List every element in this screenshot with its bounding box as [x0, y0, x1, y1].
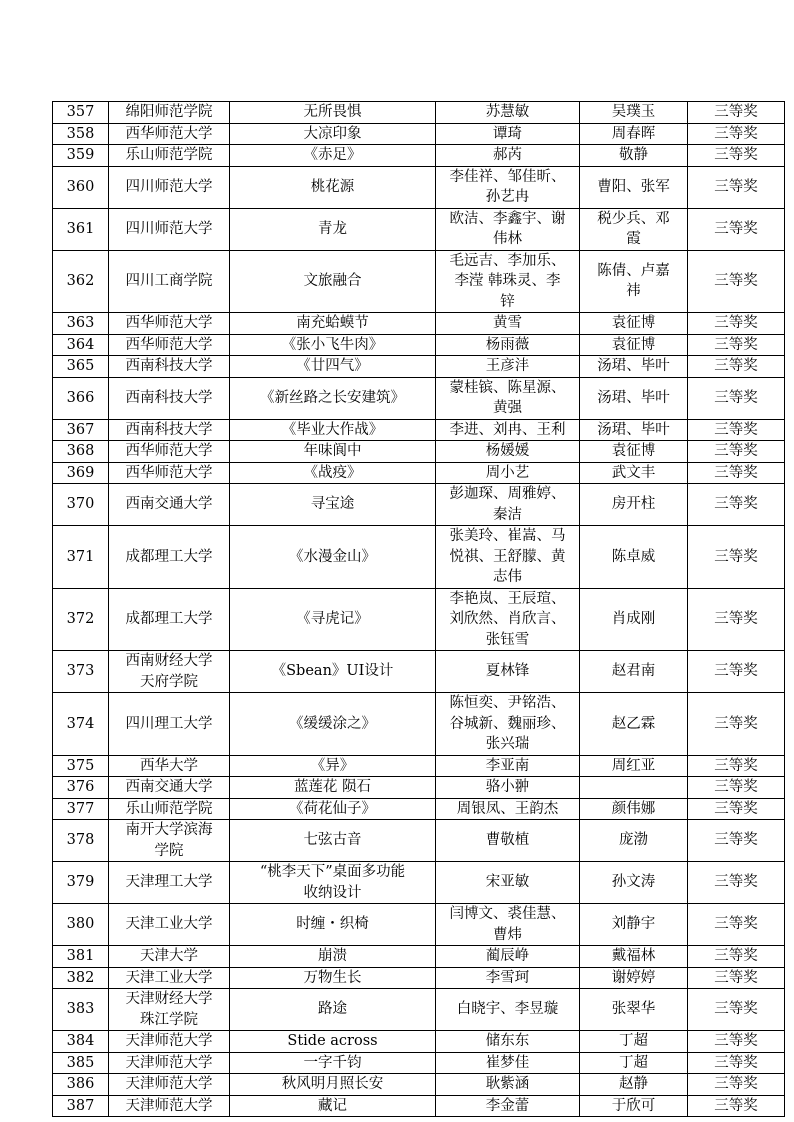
advisor-name: 赵乙霖 [580, 693, 688, 756]
award-level: 三等奖 [688, 862, 785, 904]
work-title: 大凉印象 [230, 123, 436, 145]
author-names: 谭琦 [436, 123, 580, 145]
advisor-name: 丁超 [580, 1031, 688, 1053]
school-name: 四川理工大学 [109, 693, 230, 756]
advisor-name: 房开柱 [580, 484, 688, 526]
work-title: 《缓缓涂之》 [230, 693, 436, 756]
author-names: 李艳岚、王辰瑄、 刘欣然、肖欣言、 张钰雪 [436, 588, 580, 651]
school-name: 南开大学滨海 学院 [109, 820, 230, 862]
school-name: 西华师范大学 [109, 334, 230, 356]
work-title: 《赤足》 [230, 145, 436, 167]
work-title: 《荷花仙子》 [230, 798, 436, 820]
award-level: 三等奖 [688, 419, 785, 441]
advisor-name: 武文丰 [580, 462, 688, 484]
advisor-name: 周春晖 [580, 123, 688, 145]
table-row [53, 145, 785, 167]
advisor-name: 颜伟娜 [580, 798, 688, 820]
school-name: 西南科技大学 [109, 356, 230, 378]
author-names: 黄雪 [436, 313, 580, 335]
work-title: 《新丝路之长安建筑》 [230, 377, 436, 419]
school-name: 西南科技大学 [109, 419, 230, 441]
advisor-name [580, 777, 688, 799]
table-row [53, 356, 785, 378]
author-names: 夏林锋 [436, 651, 580, 693]
table-row [53, 989, 785, 1031]
advisor-name: 陈卓威 [580, 526, 688, 589]
advisor-name: 赵静 [580, 1074, 688, 1096]
award-level: 三等奖 [688, 820, 785, 862]
row-number: 380 [53, 904, 109, 946]
award-level: 三等奖 [688, 102, 785, 124]
table-row [53, 755, 785, 777]
award-level: 三等奖 [688, 145, 785, 167]
work-title: 《战疫》 [230, 462, 436, 484]
author-names: 李亚南 [436, 755, 580, 777]
work-title: 寻宝途 [230, 484, 436, 526]
school-name: 西南科技大学 [109, 377, 230, 419]
school-name: 四川师范大学 [109, 208, 230, 250]
work-title: 青龙 [230, 208, 436, 250]
advisor-name: 曹阳、张军 [580, 166, 688, 208]
row-number: 374 [53, 693, 109, 756]
advisor-name: 税少兵、邓 霞 [580, 208, 688, 250]
row-number: 381 [53, 946, 109, 968]
author-names: 毛远吉、李加乐、 李滢 韩珠灵、李 锌 [436, 250, 580, 313]
award-level: 三等奖 [688, 208, 785, 250]
work-title: 一字千钧 [230, 1052, 436, 1074]
author-names: 杨媛媛 [436, 441, 580, 463]
work-title: 《廿四气》 [230, 356, 436, 378]
award-list-page [52, 101, 758, 1117]
school-name: 乐山师范学院 [109, 145, 230, 167]
award-level: 三等奖 [688, 484, 785, 526]
work-title: 路途 [230, 989, 436, 1031]
author-names: 蒙桂镔、陈星源、 黄强 [436, 377, 580, 419]
school-name: 四川师范大学 [109, 166, 230, 208]
advisor-name: 戴福林 [580, 946, 688, 968]
work-title: 《水漫金山》 [230, 526, 436, 589]
row-number: 363 [53, 313, 109, 335]
table-row [53, 462, 785, 484]
school-name: 成都理工大学 [109, 526, 230, 589]
award-level: 三等奖 [688, 1074, 785, 1096]
row-number: 368 [53, 441, 109, 463]
work-title: 文旅融合 [230, 250, 436, 313]
author-names: 周银凤、王韵杰 [436, 798, 580, 820]
row-number: 366 [53, 377, 109, 419]
award-level: 三等奖 [688, 250, 785, 313]
school-name: 天津工业大学 [109, 967, 230, 989]
work-title: 《张小飞牛肉》 [230, 334, 436, 356]
table-row [53, 123, 785, 145]
advisor-name: 丁超 [580, 1052, 688, 1074]
author-names: 陈恒奕、尹铭浩、 谷城新、魏丽珍、 张兴瑞 [436, 693, 580, 756]
table-row [53, 946, 785, 968]
school-name: 西南财经大学 天府学院 [109, 651, 230, 693]
row-number: 376 [53, 777, 109, 799]
award-level: 三等奖 [688, 651, 785, 693]
author-names: 欧洁、李鑫宇、谢 伟林 [436, 208, 580, 250]
author-names: 杨雨薇 [436, 334, 580, 356]
row-number: 370 [53, 484, 109, 526]
table-row [53, 377, 785, 419]
row-number: 387 [53, 1095, 109, 1117]
award-level: 三等奖 [688, 1031, 785, 1053]
work-title: 《毕业大作战》 [230, 419, 436, 441]
author-names: 闫博文、裘佳慧、 曹炜 [436, 904, 580, 946]
author-names: 储东东 [436, 1031, 580, 1053]
advisor-name: 肖成刚 [580, 588, 688, 651]
advisor-name: 吴璞玉 [580, 102, 688, 124]
work-title: 万物生长 [230, 967, 436, 989]
work-title: “桃李天下”桌面多功能 收纳设计 [230, 862, 436, 904]
school-name: 天津工业大学 [109, 904, 230, 946]
table-row [53, 798, 785, 820]
work-title: 《Sbean》UI设计 [230, 651, 436, 693]
advisor-name: 陈倩、卢嘉 祎 [580, 250, 688, 313]
award-level: 三等奖 [688, 946, 785, 968]
award-level: 三等奖 [688, 441, 785, 463]
author-names: 郝芮 [436, 145, 580, 167]
advisor-name: 袁征博 [580, 441, 688, 463]
school-name: 绵阳师范学院 [109, 102, 230, 124]
advisor-name: 刘静宇 [580, 904, 688, 946]
work-title: 崩溃 [230, 946, 436, 968]
advisor-name: 谢婷婷 [580, 967, 688, 989]
award-level: 三等奖 [688, 1052, 785, 1074]
award-level: 三等奖 [688, 588, 785, 651]
author-names: 苏慧敏 [436, 102, 580, 124]
table-row [53, 693, 785, 756]
award-level: 三等奖 [688, 377, 785, 419]
table-row [53, 526, 785, 589]
table-row [53, 441, 785, 463]
award-level: 三等奖 [688, 166, 785, 208]
award-level: 三等奖 [688, 334, 785, 356]
row-number: 358 [53, 123, 109, 145]
school-name: 四川工商学院 [109, 250, 230, 313]
work-title: 无所畏惧 [230, 102, 436, 124]
table-row [53, 1074, 785, 1096]
author-names: 骆小翀 [436, 777, 580, 799]
row-number: 365 [53, 356, 109, 378]
school-name: 西华大学 [109, 755, 230, 777]
award-level: 三等奖 [688, 967, 785, 989]
school-name: 天津师范大学 [109, 1052, 230, 1074]
work-title: 南充蛤蟆节 [230, 313, 436, 335]
table-row [53, 208, 785, 250]
table-row [53, 102, 785, 124]
author-names: 宋亚敏 [436, 862, 580, 904]
award-level: 三等奖 [688, 755, 785, 777]
school-name: 天津财经大学 珠江学院 [109, 989, 230, 1031]
author-names: 李进、刘冉、王利 [436, 419, 580, 441]
author-names: 李佳祥、邹佳昕、 孙艺冉 [436, 166, 580, 208]
school-name: 天津师范大学 [109, 1095, 230, 1117]
advisor-name: 敬静 [580, 145, 688, 167]
work-title: 桃花源 [230, 166, 436, 208]
work-title: 藏记 [230, 1095, 436, 1117]
row-number: 384 [53, 1031, 109, 1053]
table-row [53, 313, 785, 335]
table-row [53, 651, 785, 693]
author-names: 曹敬植 [436, 820, 580, 862]
advisor-name: 汤珺、毕叶 [580, 377, 688, 419]
advisor-name: 于欣可 [580, 1095, 688, 1117]
table-row [53, 862, 785, 904]
award-level: 三等奖 [688, 989, 785, 1031]
award-level: 三等奖 [688, 1095, 785, 1117]
table-row [53, 1052, 785, 1074]
row-number: 362 [53, 250, 109, 313]
row-number: 360 [53, 166, 109, 208]
table-row [53, 967, 785, 989]
school-name: 乐山师范学院 [109, 798, 230, 820]
row-number: 386 [53, 1074, 109, 1096]
row-number: 372 [53, 588, 109, 651]
row-number: 371 [53, 526, 109, 589]
row-number: 359 [53, 145, 109, 167]
row-number: 357 [53, 102, 109, 124]
award-level: 三等奖 [688, 798, 785, 820]
school-name: 西华师范大学 [109, 123, 230, 145]
author-names: 李金蕾 [436, 1095, 580, 1117]
school-name: 西华师范大学 [109, 313, 230, 335]
work-title: 《寻虎记》 [230, 588, 436, 651]
table-row [53, 250, 785, 313]
school-name: 天津师范大学 [109, 1031, 230, 1053]
row-number: 378 [53, 820, 109, 862]
advisor-name: 张翠华 [580, 989, 688, 1031]
row-number: 385 [53, 1052, 109, 1074]
school-name: 西南交通大学 [109, 777, 230, 799]
row-number: 383 [53, 989, 109, 1031]
row-number: 369 [53, 462, 109, 484]
row-number: 367 [53, 419, 109, 441]
award-level: 三等奖 [688, 356, 785, 378]
row-number: 382 [53, 967, 109, 989]
school-name: 天津理工大学 [109, 862, 230, 904]
advisor-name: 袁征博 [580, 313, 688, 335]
row-number: 364 [53, 334, 109, 356]
award-level: 三等奖 [688, 777, 785, 799]
advisor-name: 庞渤 [580, 820, 688, 862]
advisor-name: 汤珺、毕叶 [580, 356, 688, 378]
work-title: 七弦古音 [230, 820, 436, 862]
author-names: 白晓宇、李昱璇 [436, 989, 580, 1031]
award-level: 三等奖 [688, 526, 785, 589]
table-row [53, 334, 785, 356]
advisor-name: 周红亚 [580, 755, 688, 777]
author-names: 李雪珂 [436, 967, 580, 989]
advisor-name: 赵君南 [580, 651, 688, 693]
school-name: 天津大学 [109, 946, 230, 968]
work-title: 秋风明月照长安 [230, 1074, 436, 1096]
work-title: 年味阆中 [230, 441, 436, 463]
table-row [53, 1031, 785, 1053]
author-names: 彭迦琛、周雅婷、 秦洁 [436, 484, 580, 526]
table-row [53, 419, 785, 441]
table-row [53, 588, 785, 651]
row-number: 373 [53, 651, 109, 693]
school-name: 天津师范大学 [109, 1074, 230, 1096]
table-row [53, 166, 785, 208]
advisor-name: 汤珺、毕叶 [580, 419, 688, 441]
author-names: 崔梦佳 [436, 1052, 580, 1074]
advisor-name: 孙文涛 [580, 862, 688, 904]
award-level: 三等奖 [688, 462, 785, 484]
school-name: 成都理工大学 [109, 588, 230, 651]
school-name: 西华师范大学 [109, 441, 230, 463]
table-row [53, 484, 785, 526]
work-title: Stide across [230, 1031, 436, 1053]
author-names: 周小艺 [436, 462, 580, 484]
advisor-name: 袁征博 [580, 334, 688, 356]
table-row [53, 904, 785, 946]
author-names: 张美玲、崔嵩、马 悦祺、王舒朦、黄 志伟 [436, 526, 580, 589]
author-names: 蔺辰峥 [436, 946, 580, 968]
award-level: 三等奖 [688, 904, 785, 946]
table-row [53, 777, 785, 799]
school-name: 西华师范大学 [109, 462, 230, 484]
author-names: 王彦沣 [436, 356, 580, 378]
award-level: 三等奖 [688, 313, 785, 335]
row-number: 377 [53, 798, 109, 820]
work-title: 蓝莲花 陨石 [230, 777, 436, 799]
row-number: 379 [53, 862, 109, 904]
table-row [53, 1095, 785, 1117]
table-row [53, 820, 785, 862]
row-number: 361 [53, 208, 109, 250]
row-number: 375 [53, 755, 109, 777]
school-name: 西南交通大学 [109, 484, 230, 526]
work-title: 时缠・织椅 [230, 904, 436, 946]
award-level: 三等奖 [688, 693, 785, 756]
award-level: 三等奖 [688, 123, 785, 145]
author-names: 耿紫涵 [436, 1074, 580, 1096]
award-table-body [53, 102, 785, 1117]
award-table [52, 101, 785, 1117]
work-title: 《异》 [230, 755, 436, 777]
